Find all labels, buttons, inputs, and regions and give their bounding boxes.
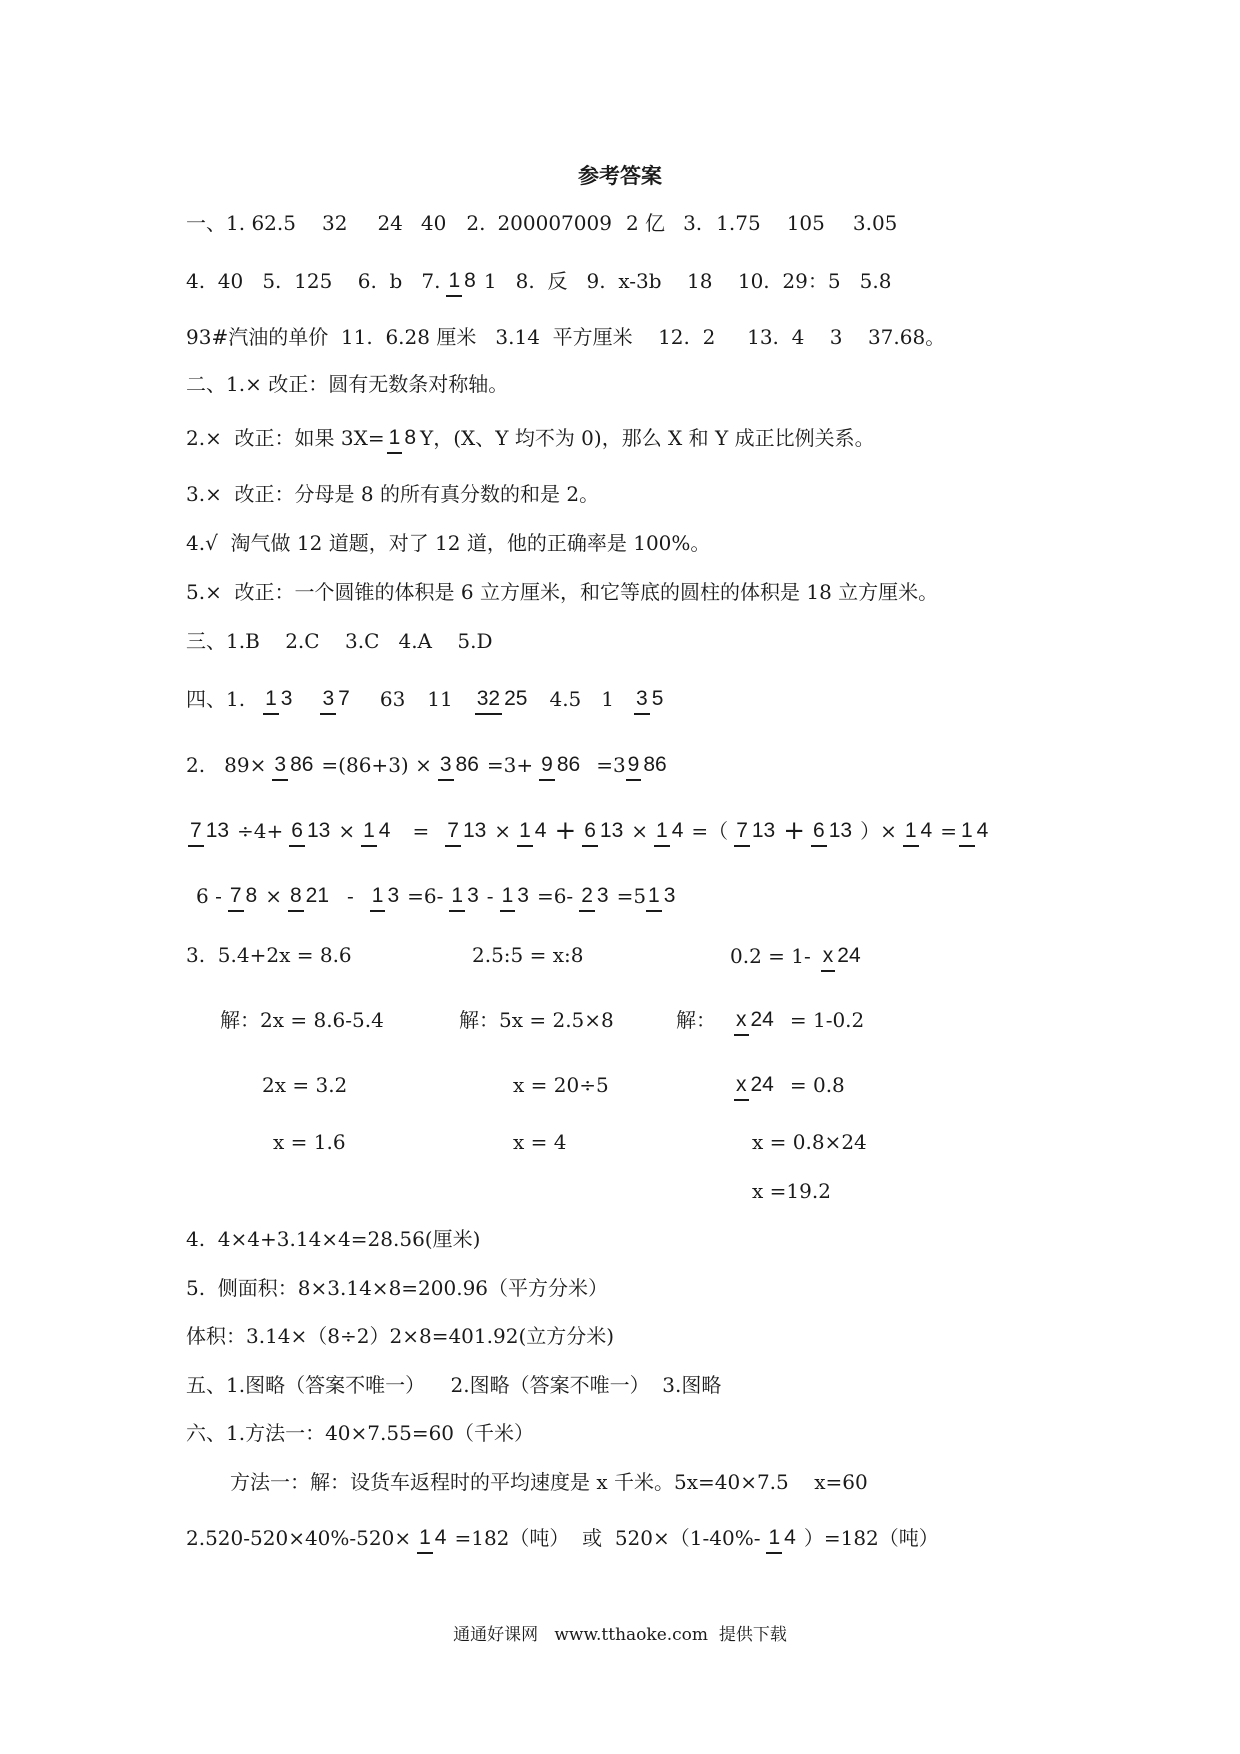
text: 体积：3.14×（8÷2）2×8=401.92(立方分米) (186, 1324, 615, 1348)
footer-source-note: 通通好课网 www.tthaoke.com 提供下载 (453, 1625, 787, 1645)
text: 1 (601, 687, 615, 711)
text: 解： (676, 1008, 716, 1032)
denominator: 25 (504, 686, 528, 710)
numerator: 7 (734, 819, 750, 847)
fraction (449, 885, 480, 907)
fraction (188, 820, 231, 842)
fraction (959, 820, 990, 842)
denominator: 86 (556, 752, 581, 776)
text: 2. 89× (186, 753, 267, 777)
text: 2.520-520×40%-520× (186, 1526, 412, 1550)
numerator: 1 (766, 1526, 782, 1554)
text: 一、1. 62.5 (186, 211, 296, 235)
answer-line-6-1 (186, 1423, 534, 1443)
fraction (445, 820, 488, 842)
denominator: 24 (750, 1007, 774, 1031)
denominator: 13 (828, 818, 853, 842)
text: x =19.2 (752, 1179, 831, 1203)
fraction (438, 754, 481, 776)
fraction (361, 820, 392, 842)
answer-line-4-4 (196, 866, 683, 926)
text: 3. (683, 211, 703, 235)
fraction (811, 820, 854, 842)
equation-c-4 (752, 1132, 867, 1152)
fraction (288, 885, 331, 907)
text: × (265, 884, 282, 908)
text: 2. (466, 211, 486, 235)
numerator: 9 (539, 753, 555, 781)
fraction (446, 270, 477, 292)
denominator: 3 (517, 883, 529, 907)
numerator: 3 (320, 687, 336, 715)
numerator: 1 (654, 819, 670, 847)
text: ÷4+ (237, 819, 284, 843)
denominator: 24 (750, 1072, 774, 1096)
denominator: 3 (280, 686, 293, 710)
equation-a-4 (273, 1132, 346, 1152)
text: × (338, 819, 356, 843)
text: 2.5:5 = x:8 (472, 943, 584, 967)
denominator: 86 (643, 752, 667, 776)
answer-line-4-7 (186, 1326, 614, 1346)
fraction (626, 754, 669, 776)
answer-line-2-4 (186, 533, 710, 553)
fraction (646, 885, 677, 907)
answer-line-4-6 (186, 1278, 608, 1298)
numerator: 1 (959, 819, 975, 847)
equation-b-1 (472, 945, 583, 965)
text: × (631, 819, 649, 843)
text: 二、1.× 改正：圆有无数条对称轴。 (186, 372, 509, 396)
text: 五、1.图略（答案不唯一） 2.图略（答案不唯一） 3.图略 (186, 1373, 722, 1397)
numerator: x (734, 1073, 749, 1101)
denominator: 3 (387, 883, 400, 907)
text: × (494, 819, 512, 843)
equation-c-3 (728, 1055, 845, 1115)
text: 63 (379, 687, 406, 711)
fraction (272, 754, 315, 776)
denominator: 8 (404, 425, 417, 449)
numerator: 1 (417, 1526, 433, 1554)
text: =5 (616, 884, 647, 908)
answer-line-1-1 (186, 213, 897, 233)
text: 2 亿 (625, 211, 666, 235)
numerator: 1 (387, 426, 403, 454)
text: 32 (321, 211, 348, 235)
equation-b-4 (513, 1132, 566, 1152)
text: 5.× 改正：一个圆锥的体积是 6 立方厘米，和它等底的圆柱的体积是 18 立方厘米。 (186, 580, 939, 604)
fraction (821, 945, 863, 967)
text: x = 1.6 (273, 1130, 346, 1154)
answer-line-4-1 (186, 669, 671, 729)
fraction (539, 754, 582, 776)
text: 105 (786, 211, 825, 235)
fraction (734, 1009, 776, 1031)
answer-line-2-1 (186, 374, 508, 394)
fraction (579, 885, 610, 907)
numerator: 3 (438, 753, 454, 781)
denominator: 86 (290, 752, 314, 776)
equation-c-1 (730, 926, 869, 986)
denominator: 24 (837, 943, 861, 967)
numerator: x (821, 944, 836, 972)
answer-line-6-3 (186, 1508, 939, 1568)
fraction (903, 820, 934, 842)
denominator: 4 (784, 1525, 796, 1549)
text: 6 - (196, 884, 222, 908)
text: =（ (691, 819, 729, 843)
denominator: 13 (462, 818, 487, 842)
denominator: 5 (651, 686, 664, 710)
text: =3 (596, 753, 626, 777)
text: 93#汽油的单价 11. 6.28 厘米 3.14 平方厘米 12. 2 13. 4 3 37.68。 (186, 325, 946, 349)
fraction (320, 688, 351, 710)
fraction (654, 820, 685, 842)
denominator: 86 (455, 752, 479, 776)
equation-a-2 (220, 1010, 384, 1030)
denominator: 13 (599, 818, 624, 842)
text: =3+ (486, 753, 534, 777)
numerator: 1 (263, 687, 279, 715)
answer-line-4-5 (186, 1229, 480, 1249)
text: 5. 侧面积：8×3.14×8=200.96（平方分米） (186, 1276, 609, 1300)
text: 2.× 改正：如果 3X= (186, 426, 385, 450)
numerator: 7 (188, 819, 204, 847)
answer-line-2-3 (186, 484, 599, 504)
denominator: 13 (751, 818, 776, 842)
denominator: 8 (245, 883, 258, 907)
text: 4. 4×4+3.14×4=28.56(厘米) (186, 1227, 481, 1251)
numerator: 1 (500, 884, 516, 912)
answer-line-2-5 (186, 582, 938, 602)
answer-line-6-2 (230, 1472, 868, 1492)
answer-line-5-1 (186, 1375, 721, 1395)
text: Y，(X、Y 均不为 0)，那么 X 和 Y 成正比例关系。 (420, 426, 875, 450)
denominator: 4 (976, 818, 989, 842)
text: 解：2x = 8.6-5.4 (220, 1008, 384, 1032)
numerator: 8 (288, 884, 304, 912)
numerator: 3 (634, 687, 650, 715)
denominator: 4 (434, 1525, 447, 1549)
fraction (417, 1527, 448, 1549)
answer-line-1-3 (186, 327, 945, 347)
fraction (517, 820, 548, 842)
numerator: 1 (449, 884, 465, 912)
answer-line-2-2 (186, 408, 875, 468)
text: 24 (377, 211, 403, 235)
equation-b-3 (513, 1075, 609, 1095)
numerator: 32 (475, 687, 502, 715)
text: 3. 5.4+2x = 8.6 (186, 943, 352, 967)
page-title: 参考答案 (578, 163, 662, 188)
equation-b-2 (459, 1010, 614, 1030)
fraction (289, 820, 332, 842)
numerator: 6 (289, 819, 305, 847)
numerator: 6 (582, 819, 598, 847)
text: x = 0.8×24 (752, 1130, 867, 1154)
text: 4. 40 5. 125 6. b 7. (186, 269, 441, 293)
numerator: 3 (272, 753, 288, 781)
text: =182（吨） 或 520×（1-40%- (454, 1526, 761, 1550)
denominator: 21 (305, 883, 330, 907)
equation-a-3 (262, 1075, 347, 1095)
numerator: 1 (361, 819, 377, 847)
numerator: 1 (517, 819, 533, 847)
denominator: 3 (467, 883, 479, 907)
numerator: 1 (446, 269, 462, 297)
fraction (228, 885, 259, 907)
denominator: 4 (534, 818, 547, 842)
text: ）× (860, 819, 897, 843)
numerator: 2 (579, 884, 595, 912)
equation-c-2 (676, 990, 864, 1050)
numerator: x (734, 1008, 749, 1036)
text: = (940, 819, 957, 843)
text: 0.2 = 1- (730, 944, 811, 968)
numerator: 1 (903, 819, 919, 847)
denominator: 4 (671, 818, 684, 842)
text: = 1-0.2 (789, 1008, 865, 1032)
text: 4.5 (549, 687, 582, 711)
text: 四、1. (186, 687, 246, 711)
text: 4.√ 淘气做 12 道题，对了 12 道，他的正确率是 100%。 (186, 531, 711, 555)
fraction (634, 688, 665, 710)
text: x = 20÷5 (513, 1073, 609, 1097)
denominator: 4 (378, 818, 391, 842)
numerator: 9 (626, 753, 642, 781)
text: 三、1.B 2.C 3.C 4.A 5.D (186, 629, 493, 653)
text: 六、1.方法一：40×7.55=60（千米） (186, 1421, 535, 1445)
text: 解：5x = 2.5×8 (459, 1008, 614, 1032)
fraction (387, 427, 418, 449)
text: =6- (407, 884, 444, 908)
equation-c-5 (752, 1181, 831, 1201)
text: 11 (427, 687, 453, 711)
fraction (734, 1074, 776, 1096)
denominator: 13 (306, 818, 331, 842)
text: = (412, 819, 430, 843)
text: - (347, 884, 354, 908)
answer-line-4-2 (186, 735, 675, 795)
text: 2x = 3.2 (262, 1073, 348, 1097)
denominator: 3 (596, 883, 609, 907)
answer-line-1-2 (186, 251, 891, 311)
denominator: 4 (920, 818, 933, 842)
text: x = 4 (513, 1130, 567, 1154)
text: =(86+3) × (321, 753, 432, 777)
text: 1.75 (716, 211, 761, 235)
fraction (500, 885, 531, 907)
text: 200007009 (497, 211, 612, 235)
denominator: 13 (205, 818, 230, 842)
text: 3.× 改正：分母是 8 的所有真分数的和是 2。 (186, 482, 600, 506)
equation-a-1 (186, 945, 352, 965)
text: + (554, 816, 577, 846)
text: 40 (420, 211, 447, 235)
text: 1 8. 反 9. x-3b 18 10. 29：5 5.8 (483, 269, 892, 293)
denominator: 8 (464, 268, 476, 292)
text: + (783, 816, 806, 846)
numerator: 1 (646, 884, 662, 912)
denominator: 3 (663, 883, 676, 907)
fraction (582, 820, 625, 842)
numerator: 7 (445, 819, 461, 847)
numerator: 6 (811, 819, 827, 847)
fraction (370, 885, 401, 907)
text: =6- (536, 884, 574, 908)
text: ）=182（吨） (803, 1526, 939, 1550)
text: = 0.8 (789, 1073, 845, 1097)
fraction (766, 1527, 797, 1549)
text: 3.05 (852, 211, 898, 235)
numerator: 1 (370, 884, 386, 912)
text: 方法一：解：设货车返程时的平均速度是 x 千米。5x=40×7.5 x=60 (230, 1470, 868, 1494)
text: - (486, 884, 494, 908)
numerator: 7 (228, 884, 244, 912)
denominator: 7 (338, 686, 350, 710)
fraction (734, 820, 777, 842)
fraction (475, 688, 530, 710)
fraction (263, 688, 294, 710)
answer-line-4-3 (182, 801, 996, 861)
answer-line-3-1 (186, 631, 493, 651)
